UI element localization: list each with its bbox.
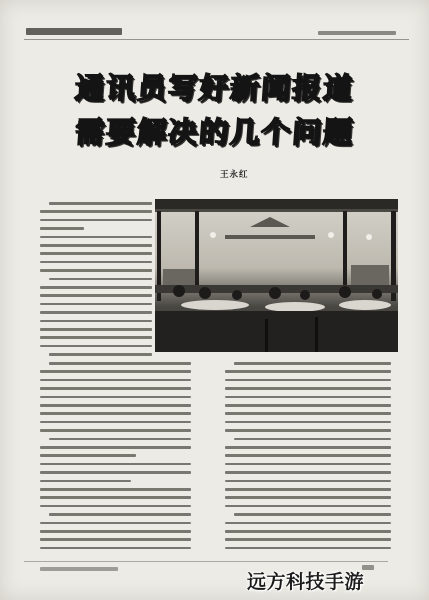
text-line-placeholder (225, 454, 391, 457)
text-line-placeholder (49, 278, 152, 281)
text-line-placeholder (40, 379, 191, 382)
text-line-placeholder (49, 202, 152, 205)
text-line-placeholder (40, 421, 191, 424)
text-line-placeholder (40, 488, 191, 491)
text-line-placeholder (40, 429, 191, 432)
text-line-placeholder (225, 446, 391, 449)
text-line-placeholder (40, 538, 191, 541)
text-line-placeholder (40, 396, 191, 399)
text-line-placeholder (40, 336, 152, 339)
text-line-placeholder (225, 530, 391, 533)
text-line-placeholder (225, 370, 391, 373)
text-line-placeholder (49, 438, 191, 441)
text-line-placeholder (40, 210, 152, 213)
photo-scene (155, 199, 398, 352)
header-rule (24, 39, 409, 40)
text-line-placeholder (49, 513, 191, 516)
text-line-placeholder (225, 496, 391, 499)
text-line-placeholder (225, 429, 391, 432)
text-line-placeholder (40, 446, 191, 449)
text-line-placeholder (40, 294, 152, 297)
text-line-placeholder (225, 538, 391, 541)
text-line-placeholder (40, 320, 152, 323)
text-line-placeholder (225, 547, 391, 550)
text-line-placeholder (40, 261, 152, 264)
text-line-placeholder (40, 286, 152, 289)
header-section-name-illegible (318, 30, 396, 36)
headline-line-1: 通讯员写好新闻报道 (73, 71, 356, 105)
byline: 王永红 (220, 170, 249, 180)
left-column-text-illegible (40, 200, 152, 358)
header-magazine-name-illegible (26, 27, 122, 36)
text-line-placeholder (40, 505, 191, 508)
footer-rule (24, 561, 388, 562)
text-line-placeholder (40, 311, 152, 314)
text-line-placeholder (225, 522, 391, 525)
left-column-lower-text-illegible (40, 360, 191, 556)
text-line-placeholder (49, 362, 191, 365)
text-line-placeholder (40, 454, 136, 457)
text-line-placeholder (225, 421, 391, 424)
text-line-placeholder (234, 513, 391, 516)
text-line-placeholder (40, 463, 191, 466)
text-line-placeholder (234, 362, 391, 365)
text-line-placeholder (40, 412, 191, 415)
text-line-placeholder (225, 488, 391, 491)
text-line-placeholder (40, 496, 191, 499)
text-line-placeholder (40, 404, 191, 407)
text-line-placeholder (225, 463, 391, 466)
text-line-placeholder (225, 471, 391, 474)
text-line-placeholder (225, 404, 391, 407)
text-line-placeholder (40, 345, 152, 348)
text-line-placeholder (225, 480, 391, 483)
headline-line-2: 需要解决的几个问题 (73, 115, 356, 149)
text-line-placeholder (234, 438, 391, 441)
text-line-placeholder (40, 328, 152, 331)
text-line-placeholder (225, 505, 391, 508)
text-line-placeholder (40, 480, 131, 483)
text-line-placeholder (225, 379, 391, 382)
right-column-text-illegible (225, 360, 391, 556)
text-line-placeholder (40, 236, 152, 239)
text-line-placeholder (40, 244, 152, 247)
text-line-placeholder (49, 353, 152, 356)
text-line-placeholder (40, 522, 191, 525)
text-line-placeholder (40, 471, 191, 474)
text-line-placeholder (40, 227, 84, 230)
text-line-placeholder (40, 530, 191, 533)
text-line-placeholder (40, 269, 152, 272)
text-line-placeholder (40, 370, 191, 373)
text-line-placeholder (225, 412, 391, 415)
text-line-placeholder (40, 547, 191, 550)
text-line-placeholder (40, 252, 152, 255)
article-photo (155, 199, 398, 352)
text-line-placeholder (40, 387, 191, 390)
text-line-placeholder (225, 387, 391, 390)
footer-issue-info-illegible (40, 567, 118, 571)
text-line-placeholder (40, 303, 152, 306)
watermark: 远方科技手游 (247, 571, 365, 593)
text-line-placeholder (40, 219, 152, 222)
text-line-placeholder (225, 396, 391, 399)
